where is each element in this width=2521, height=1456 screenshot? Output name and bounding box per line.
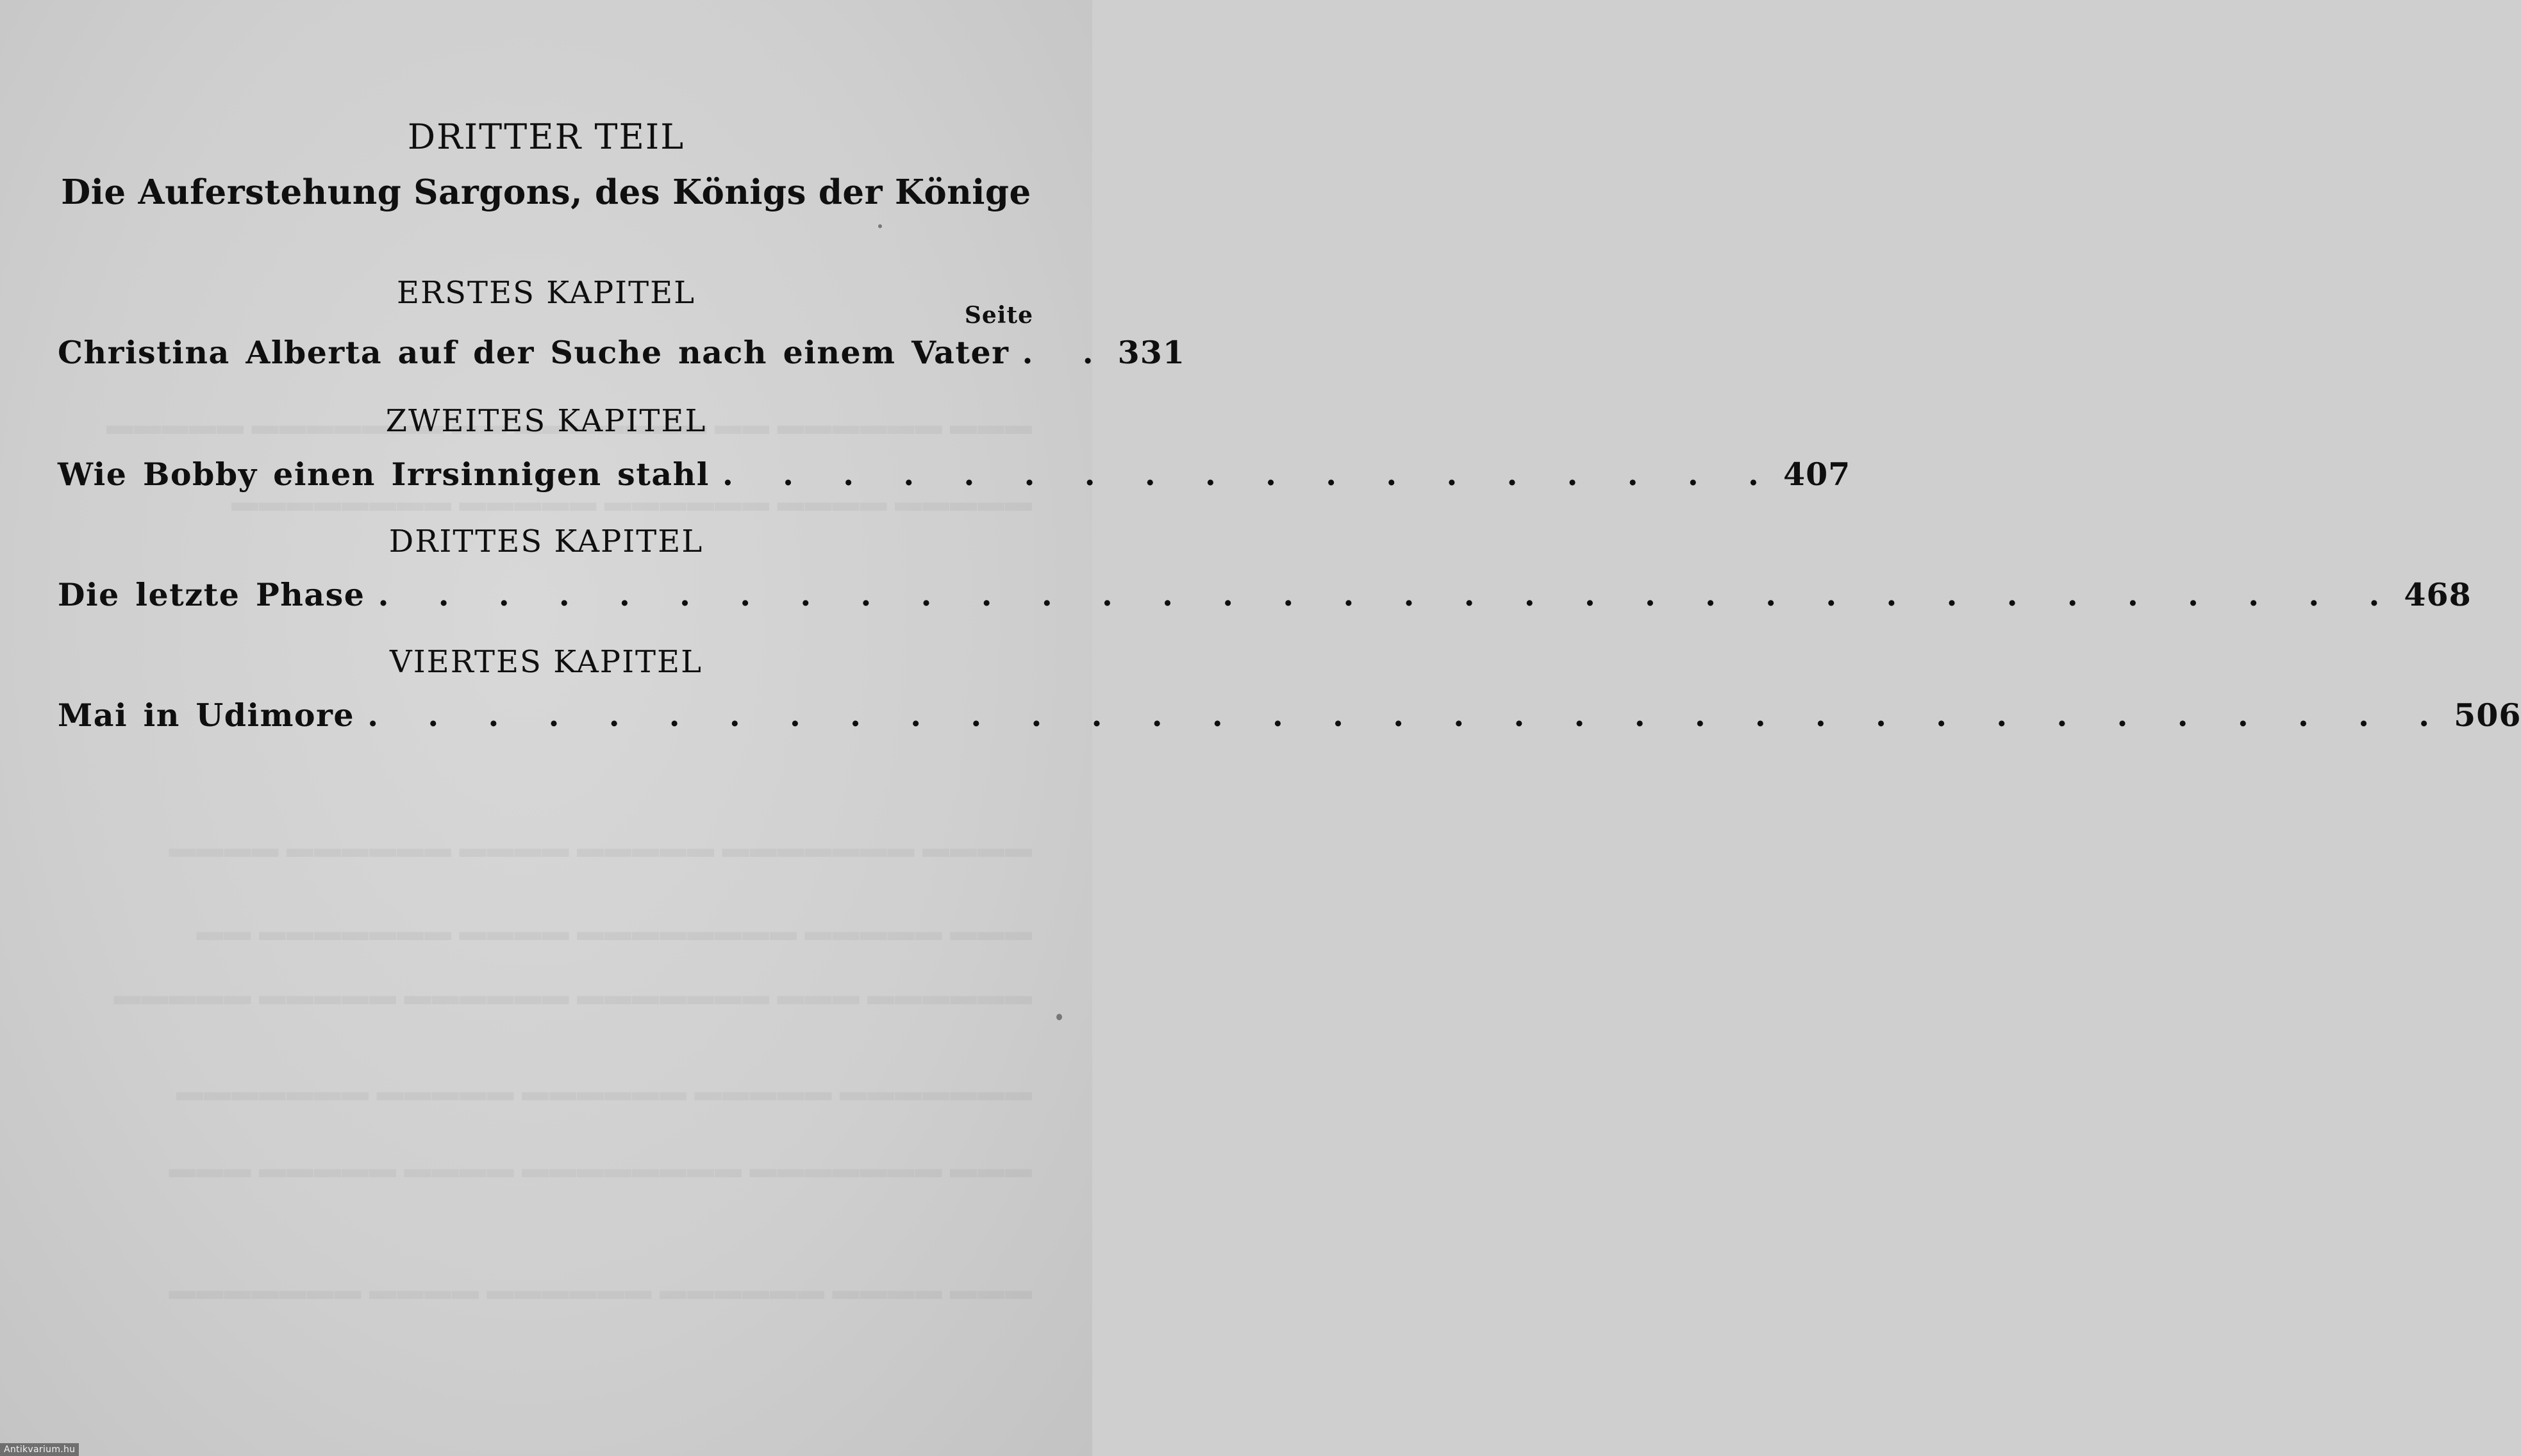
dot-leader: . . (1022, 334, 1113, 371)
chapter-heading-3: DRITTES KAPITEL (388, 524, 704, 559)
toc-entry-page: 407 (1783, 456, 1851, 493)
bleed-through-texture (58, 916, 1032, 947)
toc-entry-3 (58, 574, 2472, 615)
toc-entry-title: Die letzte Phase (58, 576, 365, 613)
bleed-through-texture (58, 980, 1032, 1011)
toc-entry-4 (58, 695, 2521, 736)
bleed-through-texture (58, 1154, 1032, 1184)
toc-entry-title: Wie Bobby einen Irrsinnigen stahl (58, 456, 710, 493)
part-subtitle: Die Auferstehung Sargons, des Königs der Könige (61, 172, 1031, 212)
page-column-label: Seite (964, 302, 1033, 329)
toc-entry-title: Christina Alberta auf der Suche nach einem Vater (58, 334, 1010, 371)
dot-leader: . . . . . . . . . . . . . . . . . . . . . . . . . . . . . . . . . . (378, 576, 2399, 613)
chapter-heading-4: VIERTES KAPITEL (390, 644, 703, 680)
toc-entry-page: 331 (1117, 334, 1185, 371)
chapter-heading-1: ERSTES KAPITEL (396, 275, 696, 311)
dot-leader: . . . . . . . . . . . . . . . . . . . . . . . . . . . . . . . . . . . (367, 697, 2449, 734)
bleed-through-texture (58, 1275, 1032, 1306)
paper-speck (1056, 1014, 1062, 1020)
toc-entry-2 (58, 454, 1851, 495)
bleed-through-texture (58, 833, 1032, 864)
chapter-heading-2: ZWEITES KAPITEL (385, 403, 707, 439)
dot-leader: . . . . . . . . . . . . . . . . . . (722, 456, 1778, 493)
toc-entry-title: Mai in Udimore (58, 697, 355, 734)
part-title: DRITTER TEIL (407, 117, 685, 157)
toc-entry-page: 468 (2404, 576, 2472, 613)
paper-speck (878, 224, 882, 228)
toc-entry-1 (58, 332, 1185, 373)
toc-entry-page: 506 (2454, 697, 2521, 734)
watermark: Antikvarium.hu (0, 1443, 79, 1456)
bleed-through-texture (58, 1077, 1032, 1107)
